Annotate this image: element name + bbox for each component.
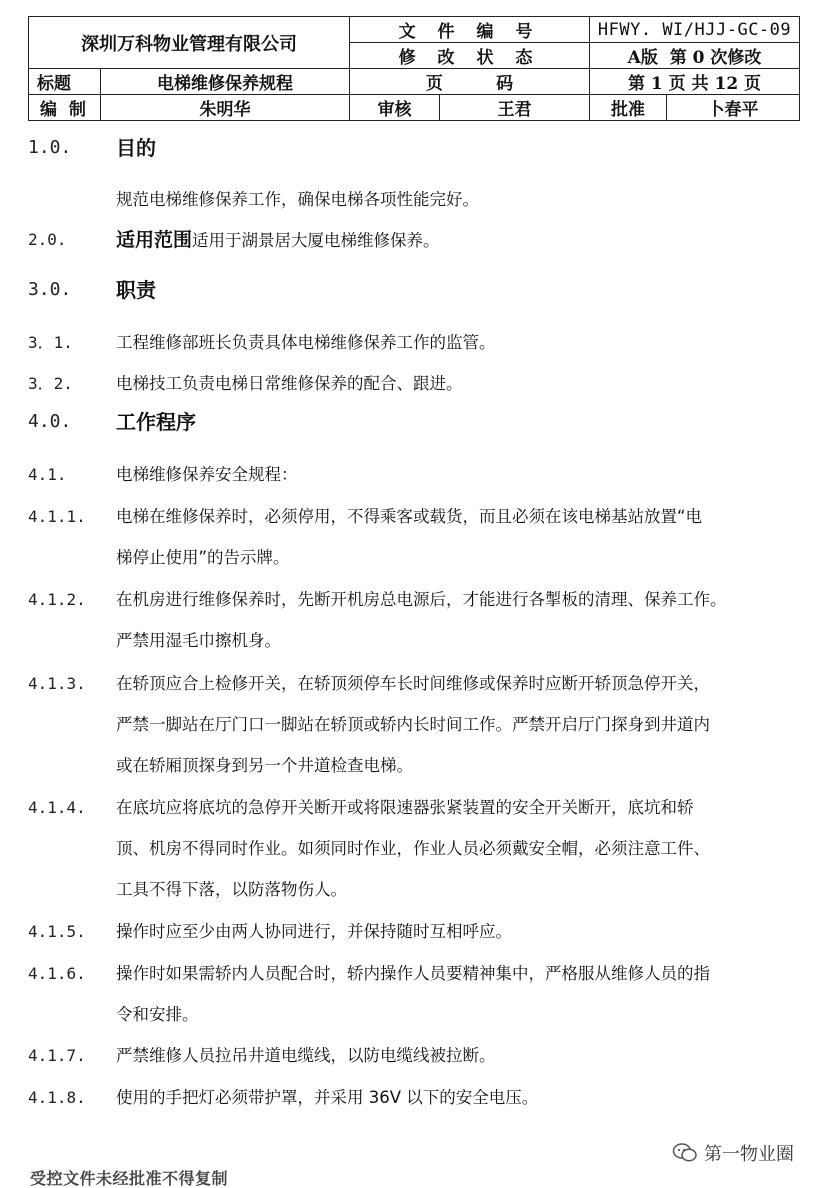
item-text: 在底坑应将底坑的急停开关断开或将限速器张紧装置的安全开关断开，底坑和轿 [116, 798, 694, 817]
section-number: 2.0. [28, 230, 67, 249]
item-text: 电梯在维修保养时，必须停用，不得乘客或载货，而且必须在该电梯基站放置“电 [116, 507, 703, 526]
watermark-text: 第一物业圈 [704, 1144, 794, 1165]
scope-text [116, 230, 440, 251]
item-text: 使用的手把灯必须带护罩，并采用 36V 以下的安全电压。 [116, 1088, 539, 1107]
approve-label: 批准 [590, 95, 667, 121]
document-header-table [28, 16, 800, 121]
title-value: 电梯维修保养规程 [101, 69, 350, 95]
item-text: 或在轿厢顶探身到另一个井道检查电梯。 [116, 756, 413, 775]
item-text: 在轿顶应合上检修开关，在轿顶须停车长时间维修或保养时应断开轿顶急停开关， [116, 674, 710, 693]
review-label: 审核 [350, 95, 440, 121]
item-number: 4.1.4. [28, 798, 86, 817]
item-text: 工程维修部班长负责具体电梯维修保养工作的监管。 [116, 333, 496, 352]
section-title: 工作程序 [116, 410, 196, 434]
footer-note: 受控文件未经批准不得复制 [30, 1169, 229, 1188]
item-number: 3．1. [28, 333, 73, 352]
item-text: 顶、机房不得同时作业。如须同时作业，作业人员必须戴安全帽，必须注意工件、 [116, 839, 710, 858]
scope-heading: 适用范围 [116, 229, 193, 251]
page-value: 第 1 页 共 12 页 [590, 69, 800, 95]
item-text: 操作时应至少由两人协同进行，并保持随时互相呼应。 [116, 922, 512, 941]
author-value: 朱明华 [101, 95, 350, 121]
item-text: 电梯技工负责电梯日常维修保养的配合、跟进。 [116, 374, 463, 393]
item-number: 4.1.7. [28, 1046, 86, 1065]
doc-number-label: 文 件 编 号 [350, 17, 590, 43]
scope-body: 适用于湖景居大厦电梯维修保养。 [192, 231, 440, 250]
item-text: 严禁维修人员拉吊井道电缆线，以防电缆线被拉断。 [116, 1046, 496, 1065]
watermark [672, 1140, 794, 1166]
review-value: 王君 [440, 95, 590, 121]
approve-value: 卜春平 [667, 95, 800, 121]
author-label: 编 制 [29, 95, 101, 121]
chat-bubble-icon [672, 1142, 698, 1164]
item-number: 4.1. [28, 465, 67, 484]
revision-value: A版 第 0 次修改 [590, 43, 800, 69]
section-title: 职责 [116, 278, 156, 302]
item-text: 梯停止使用”的告示牌。 [116, 548, 290, 567]
item-text: 令和安排。 [116, 1005, 199, 1024]
section-number: 4.0. [28, 411, 72, 432]
page-label: 页 码 [350, 69, 590, 95]
item-number: 4.1.6. [28, 964, 86, 983]
company-name: 深圳万科物业管理有限公司 [29, 17, 350, 69]
item-text: 严禁用湿毛巾擦机身。 [116, 631, 281, 650]
item-text: 工具不得下落，以防落物伤人。 [116, 880, 347, 899]
item-text: 操作时如果需轿内人员配合时，轿内操作人员要精神集中，严格服从维修人员的指 [116, 964, 710, 983]
revision-label: 修 改 状 态 [350, 43, 590, 69]
item-number: 3．2. [28, 374, 73, 393]
item-number: 4.1.1. [28, 507, 86, 526]
item-text: 在机房进行维修保养时，先断开机房总电源后，才能进行各掣板的清理、保养工作。 [116, 590, 727, 609]
item-number: 4.1.3. [28, 674, 86, 693]
section-number: 3.0. [28, 279, 72, 300]
section-title: 目的 [116, 136, 156, 160]
item-number: 4.1.2. [28, 590, 86, 609]
item-number: 4.1.8. [28, 1088, 86, 1107]
item-text: 严禁一脚站在厅门口一脚站在轿顶或轿内长时间工作。严禁开启厅门探身到井道内 [116, 715, 710, 734]
doc-number-value: HFWY. WI/HJJ-GC-09 [590, 17, 800, 43]
title-label: 标题 [29, 69, 101, 95]
section-number: 1.0. [28, 137, 72, 158]
item-number: 4.1.5. [28, 922, 86, 941]
item-text: 电梯维修保养安全规程： [116, 465, 298, 484]
paragraph-text: 规范电梯维修保养工作，确保电梯各项性能完好。 [116, 190, 479, 209]
